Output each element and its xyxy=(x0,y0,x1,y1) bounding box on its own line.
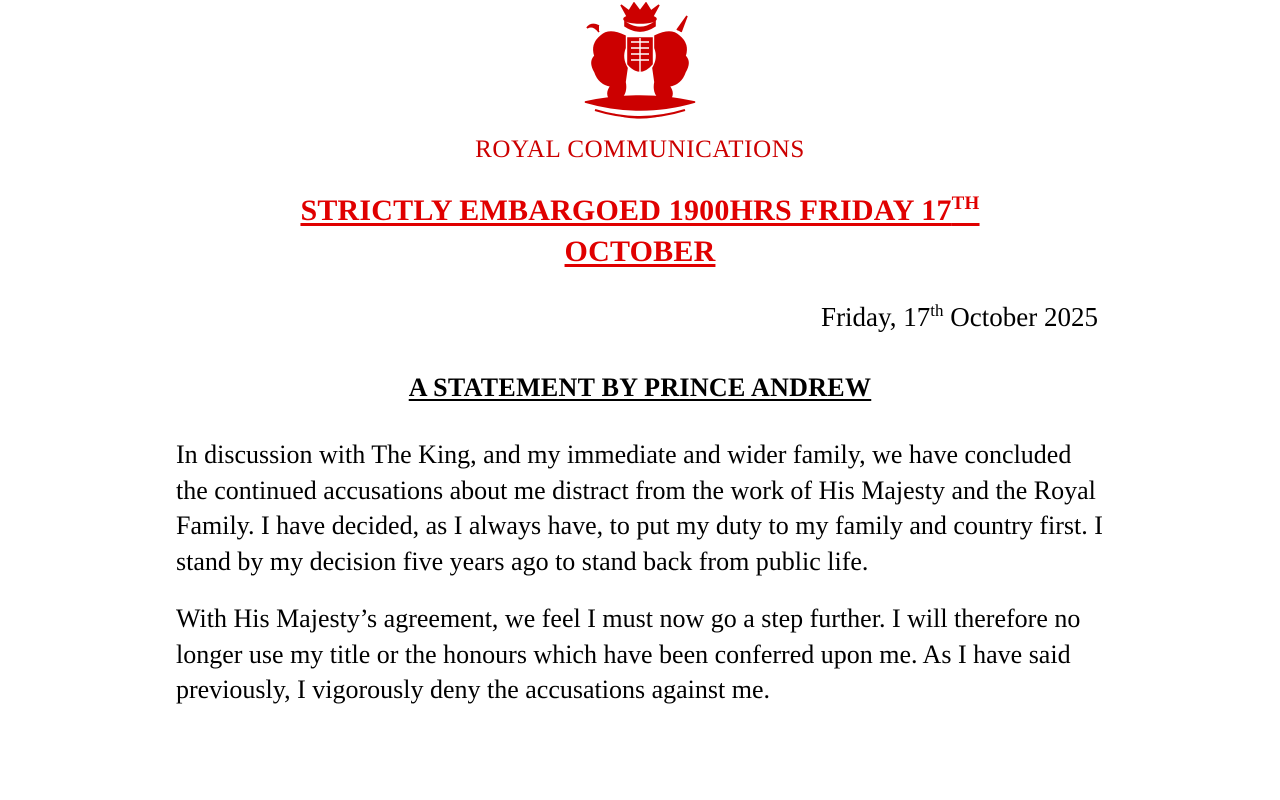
paragraph: With His Majesty’s agreement, we feel I must now go a step further. I will therefore no longer use my title or the honours which have been conferred upon me. As I have said previously, I vigorously deny the accusations against me. xyxy=(176,604,1081,704)
organisation-name: ROYAL COMMUNICATIONS xyxy=(475,136,805,163)
embargo-line-2: OCTOBER xyxy=(564,235,716,268)
embargo-notice xyxy=(176,190,1104,272)
page-title-text: A STATEMENT BY PRINCE ANDREW xyxy=(408,373,872,402)
date-ordinal-suffix: th xyxy=(930,301,944,320)
date-line xyxy=(176,302,1104,333)
paragraph: In discussion with The King, and my immediate and wider family, we have concluded the continued accusations about me distract from the work of His Majesty and the Royal Family. I have decided, as I always have, to put my duty to my family and country first. I stand by my decision five years ago to stand back from public life. xyxy=(176,440,1103,576)
statement-body xyxy=(176,437,1104,708)
embargo-line-1: STRICTLY EMBARGOED 1900HRS FRIDAY 17 xyxy=(300,194,952,227)
royal-coat-of-arms-icon xyxy=(565,2,715,128)
crest-container xyxy=(176,0,1104,130)
page-title xyxy=(176,373,1104,403)
date-prefix: Friday, 17 xyxy=(821,302,931,332)
embargo-ordinal-suffix: TH xyxy=(951,193,980,214)
date-suffix: October 2025 xyxy=(943,302,1098,332)
